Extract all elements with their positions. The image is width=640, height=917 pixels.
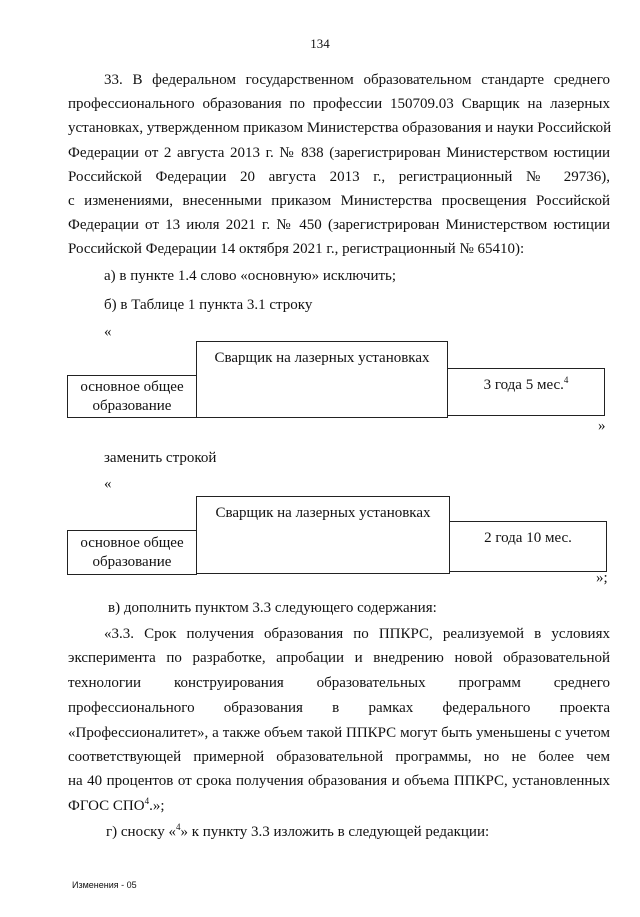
intro-line: Российской Федерации 20 августа 2013 г., регистрационный № 29736), xyxy=(68,169,610,185)
intro-line: Федерации от 13 июля 2021 г. № 450 (зарегистрирован Министерством юстиции xyxy=(68,217,610,233)
item-g-text-end: » к пункту 3.3 изложить в следующей редакции: xyxy=(180,824,490,840)
footer-note: Изменения - 05 xyxy=(72,880,137,890)
close-quote: » xyxy=(598,418,606,434)
table-new-education-1: основное общее xyxy=(80,534,184,551)
intro-line: профессионального образования по профессии 150709.03 Сварщик на лазерных xyxy=(68,96,610,112)
replace-text: заменить строкой xyxy=(104,450,217,466)
table-new-education-2: образование xyxy=(92,553,172,570)
table-new-col1 xyxy=(67,530,197,575)
clause-line: соответствующей примерной образовательной программы, но не более чем xyxy=(68,749,610,765)
open-quote: « xyxy=(104,324,112,340)
table-old-education-1: основное общее xyxy=(80,378,184,395)
clause-line: эксперимента по разработке, апробации и внедрению новой образовательной xyxy=(68,650,610,666)
table-old-education-2: образование xyxy=(92,397,172,414)
item-a: а) в пункте 1.4 слово «основную» исключить; xyxy=(104,268,397,284)
table-old-col2 xyxy=(196,341,448,418)
clause-last-text: ФГОС СПО xyxy=(68,798,145,814)
close-quote-semicolon: »; xyxy=(596,570,608,586)
clause-line: технологии конструирования образовательных программ среднего xyxy=(68,675,610,691)
open-quote: « xyxy=(104,476,112,492)
table-new-col2 xyxy=(196,496,450,574)
intro-line: установках, утвержденном приказом Министерства образования и науки Российской xyxy=(68,120,612,136)
table-new-duration: 2 года 10 мес. xyxy=(484,530,572,546)
intro-line: 33. В федеральном государственном образовательном стандарте среднего xyxy=(104,72,610,88)
table-old-col1 xyxy=(67,375,197,418)
item-g xyxy=(106,820,489,844)
clause-last-line xyxy=(68,794,165,818)
intro-line: с изменениями, внесенными приказом Министерства просвещения Российской xyxy=(68,193,610,209)
intro-line: Российской Федерации 14 октября 2021 г., регистрационный № 65410): xyxy=(68,241,525,257)
clause-last-end: .»; xyxy=(149,798,165,814)
item-v: в) дополнить пунктом 3.3 следующего содержания: xyxy=(108,600,437,616)
table-old-profession: Сварщик на лазерных установках xyxy=(214,350,430,366)
footnote-ref: 4 xyxy=(175,822,181,832)
page-number: 134 xyxy=(310,36,330,51)
table-old-duration: 3 года 5 мес. xyxy=(483,377,564,393)
table-old-col3 xyxy=(447,368,605,416)
item-g-text: г) сноску « xyxy=(106,824,176,840)
item-b: б) в Таблице 1 пункта 3.1 строку xyxy=(104,297,313,313)
footnote-ref: 4 xyxy=(563,375,569,385)
footnote-ref: 4 xyxy=(144,796,150,806)
table-new-profession: Сварщик на лазерных установках xyxy=(215,505,431,521)
clause-line: профессионального образования в рамках федерального проекта xyxy=(68,700,610,716)
intro-line: Федерации от 2 августа 2013 г. № 838 (зарегистрирован Министерством юстиции xyxy=(68,145,610,161)
clause-line: на 40 процентов от срока получения образования и объема ППКРС, установленных xyxy=(68,773,610,789)
clause-line: «Профессионалитет», а также объем такой ППКРС могут быть уменьшены с учетом xyxy=(68,725,610,741)
clause-line: «3.3. Срок получения образования по ППКРС, реализуемой в условиях xyxy=(104,626,610,642)
table-new-col3 xyxy=(449,521,607,572)
